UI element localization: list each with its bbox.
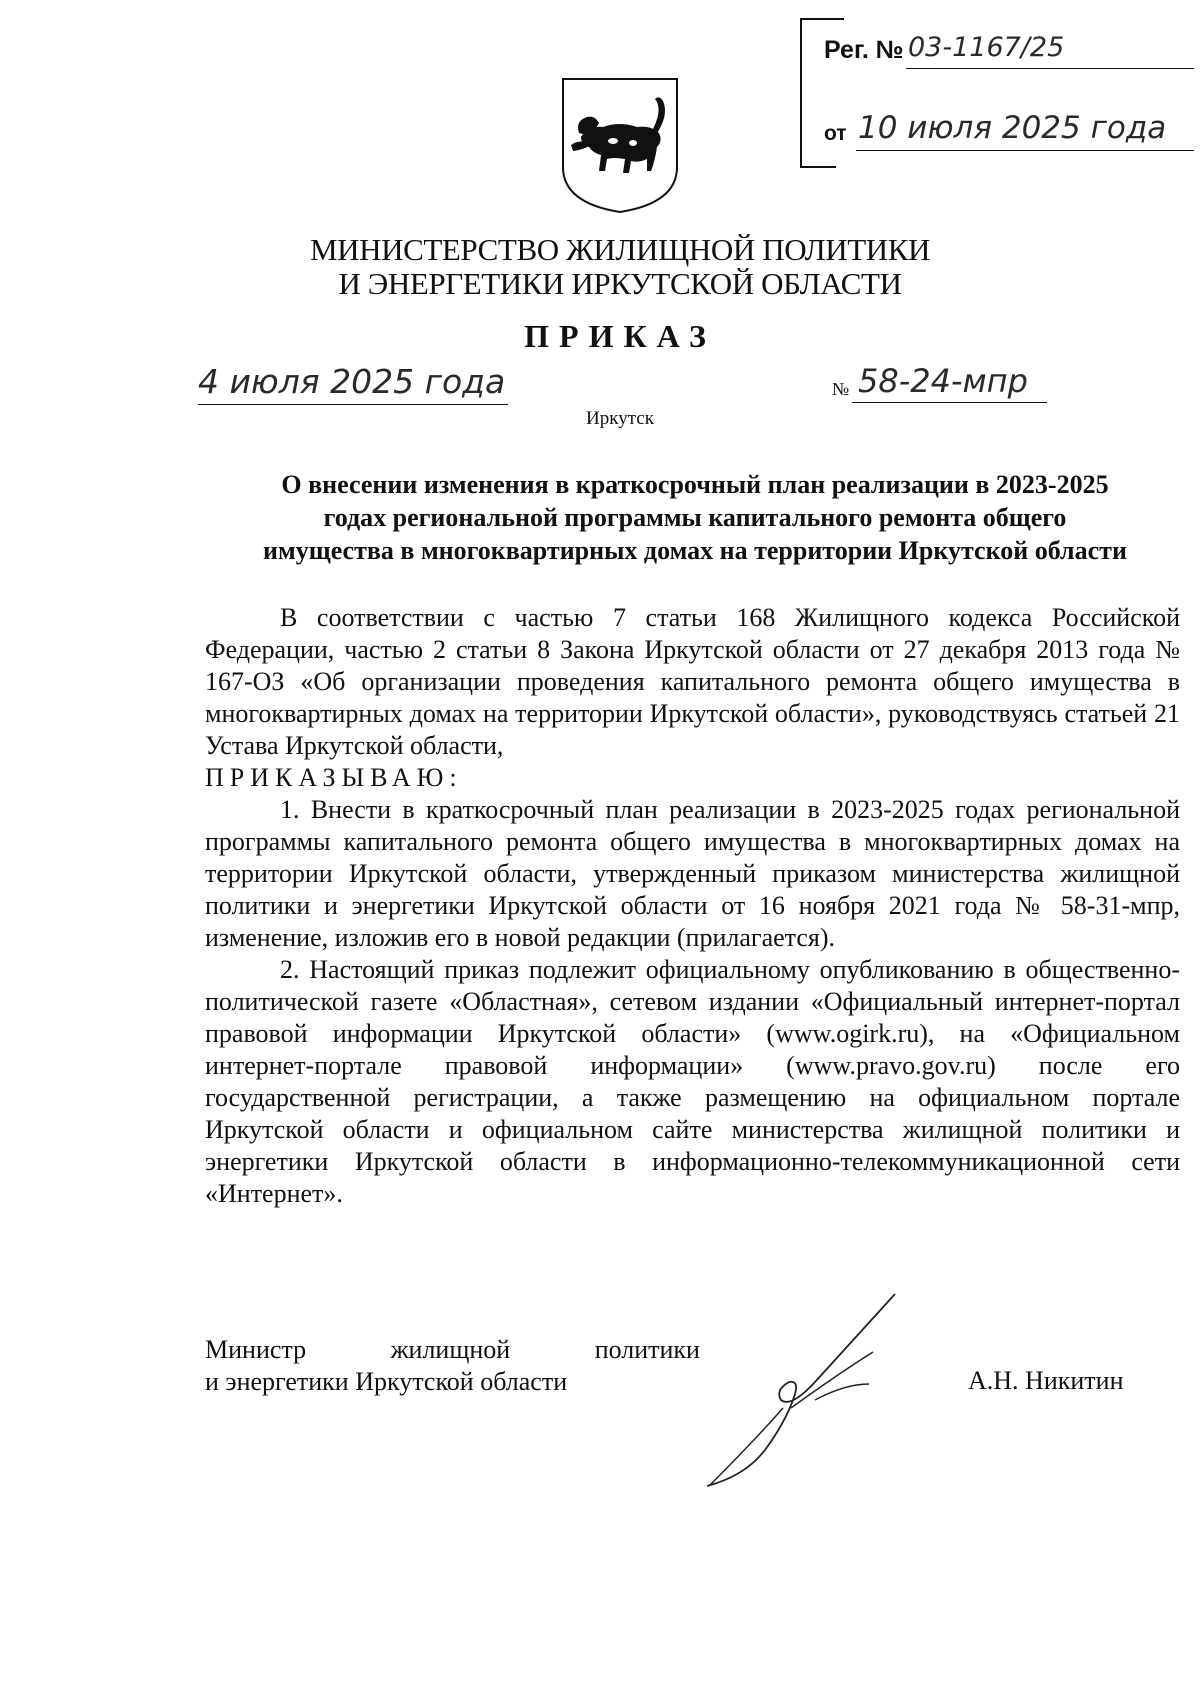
reg-date-handwritten: 10 июля 2025 года <box>858 110 1167 146</box>
position-line2: и энергетики Иркутской области <box>205 1367 568 1396</box>
city: Иркутск <box>586 408 654 429</box>
order-number-line <box>852 402 1047 403</box>
order-date-line <box>198 404 508 405</box>
title-line: О внесении изменения в краткосрочный план реализации в 2023-2025 <box>281 470 1109 499</box>
title-line: имущества в многоквартирных домах на территории Иркутской области <box>263 536 1127 565</box>
reg-number-label: Рег. № <box>824 36 904 64</box>
order-number-prefix: № <box>832 379 850 399</box>
reg-date-line <box>856 150 1194 151</box>
order-date-handwritten: 4 июля 2025 года <box>198 362 506 401</box>
handwritten-signature <box>695 1290 905 1490</box>
document-body <box>205 602 1180 1210</box>
reg-number-line <box>906 68 1194 69</box>
ministry-name-line1: МИНИСТЕРСТВО ЖИЛИЩНОЙ ПОЛИТИКИ <box>309 232 931 267</box>
reg-number-handwritten: 03-1167/25 <box>908 32 1065 63</box>
position-word: политики <box>594 1335 700 1364</box>
document-type: ПРИКАЗ <box>524 318 716 354</box>
document-title <box>210 468 1180 567</box>
title-line: годах региональной программы капитального ремонта общего <box>323 503 1067 532</box>
stamp-border <box>800 18 844 20</box>
stamp-border <box>800 18 802 168</box>
signatory-name: А.Н. Никитин <box>968 1366 1124 1395</box>
signatory-position <box>205 1334 705 1398</box>
order-item-1: 1. Внести в краткосрочный план реализации в 2023-2025 годах региональной программы капитального ремонта общего имущества в многоквартирных домах на территории Иркутской области, утвержденный приказом министерства жилищной политики и энергетики Иркутской области от 16 ноября 2021 года № 58-31-мпр, изменение, изложив его в новой редакции (прилагается). <box>205 795 1180 952</box>
preamble-paragraph: В соответствии с частью 7 статьи 168 Жилищного кодекса Российской Федерации, частью 2 статьи 8 Закона Иркутской области от 27 декабря 2013 года № 167-ОЗ «Об организации проведения капитального ремонта общего имущества в многоквартирных домах на территории Иркутской области», руководствуясь статьей 21 Устава Иркутской области, <box>205 603 1180 760</box>
irkutsk-coat-of-arms-icon <box>559 75 681 215</box>
position-word: жилищной <box>390 1335 511 1364</box>
stamp-border <box>800 166 836 168</box>
order-number-handwritten: 58-24-мпр <box>858 362 1028 400</box>
position-word: Министр <box>205 1335 307 1364</box>
registration-stamp <box>800 18 1200 170</box>
ministry-name-line2: И ЭНЕРГЕТИКИ ИРКУТСКОЙ ОБЛАСТИ <box>338 266 902 301</box>
order-word: ПРИКАЗЫВАЮ: <box>205 763 463 792</box>
order-item-2: 2. Настоящий приказ подлежит официальному опубликованию в общественно-политической газете «Областная», сетевом издании «Официальный интернет-портал правовой информации Иркутской области» (www.ogirk.ru), на «Официальном интернет-портале правовой информации» (www.pravo.gov.ru) после его государственной регистрации, а также размещению на официальном портале Иркутской области и официальном сайте министерства жилищной политики и энергетики Иркутской области в информационно-телекоммуникационной сети «Интернет». <box>205 955 1180 1208</box>
reg-date-label: от <box>824 122 847 145</box>
